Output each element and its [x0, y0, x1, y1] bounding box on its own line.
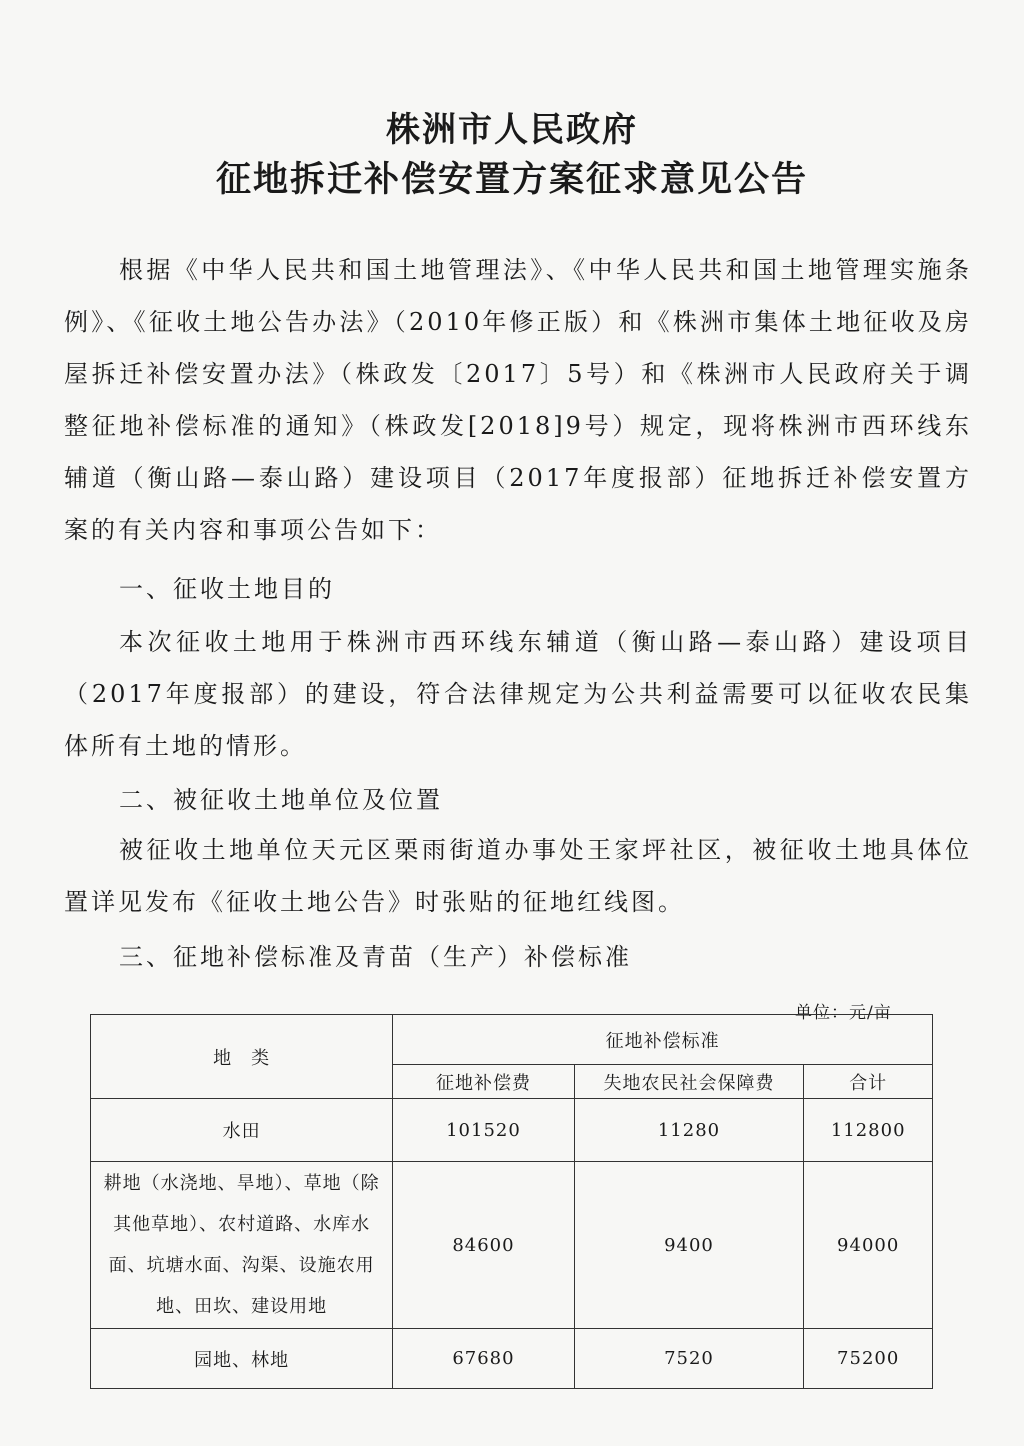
total-cell: 112800 — [804, 1099, 933, 1162]
section-heading-3: 三、征地补偿标准及青苗（生产）补偿标准 — [119, 943, 632, 971]
land-type-cell: 耕地（水浇地、旱地）、草地（除其他草地）、农村道路、水库水面、坑塘水面、沟渠、设施农用地、田坎、建设用地 — [91, 1162, 393, 1329]
document-title-line1: 株洲市人民政府 — [386, 110, 638, 150]
section-paragraph-2: 被征收土地单位天元区栗雨街道办事处王家坪社区，被征收土地具体位置详见发布《征收土地公告》时张贴的征地红线图。 — [64, 836, 972, 916]
table-row — [91, 1162, 933, 1329]
section-1-body — [64, 616, 972, 772]
table-row — [91, 1329, 933, 1389]
land-type-cell: 园地、林地 — [91, 1329, 393, 1389]
column-header-security: 失地农民社会保障费 — [574, 1065, 804, 1099]
section-heading-1: 一、征收土地目的 — [119, 575, 335, 603]
document-title-line2: 征地拆迁补偿安置方案征求意见公告 — [215, 159, 808, 200]
section-paragraph-1: 本次征收土地用于株洲市西环线东辅道（衡山路—泰山路）建设项目（2017年度报部）的建设，符合法律规定为公共利益需要可以征收农民集体所有土地的情形。 — [64, 628, 972, 760]
security-cell: 9400 — [574, 1162, 804, 1329]
security-cell: 11280 — [574, 1099, 804, 1162]
table-unit-label: 单位：元/亩 — [795, 1003, 892, 1023]
total-cell: 75200 — [804, 1329, 933, 1389]
intro-paragraph: 根据《中华人民共和国土地管理法》、《中华人民共和国土地管理实施条例》、《征收土地公告办法》（2010年修正版）和《株洲市集体土地征收及房屋拆迁补偿安置办法》（株政发〔2017〕5号）和《株洲市人民政府关于调整征地补偿标准的通知》（株政发[2018]9号）规定，现将株洲市西环线东辅道（衡山路—泰山路）建设项目（2017年度报部）征地拆迁补偿安置方案的有关内容和事项公告如下： — [64, 256, 972, 544]
table-row — [91, 1099, 933, 1162]
section-2-body — [64, 824, 972, 928]
compensation-group-header: 征地补偿标准 — [393, 1015, 933, 1065]
land-type-header: 地 类 — [91, 1015, 393, 1099]
intro-section — [64, 244, 972, 556]
total-cell: 94000 — [804, 1162, 933, 1329]
fee-cell: 67680 — [393, 1329, 574, 1389]
table-header-row — [91, 1015, 933, 1065]
compensation-table — [90, 1014, 933, 1389]
fee-cell: 84600 — [393, 1162, 574, 1329]
security-cell: 7520 — [574, 1329, 804, 1389]
column-header-fee: 征地补偿费 — [393, 1065, 574, 1099]
fee-cell: 101520 — [393, 1099, 574, 1162]
column-header-total: 合计 — [804, 1065, 933, 1099]
section-heading-2: 二、被征收土地单位及位置 — [119, 786, 443, 814]
land-type-cell: 水田 — [91, 1099, 393, 1162]
